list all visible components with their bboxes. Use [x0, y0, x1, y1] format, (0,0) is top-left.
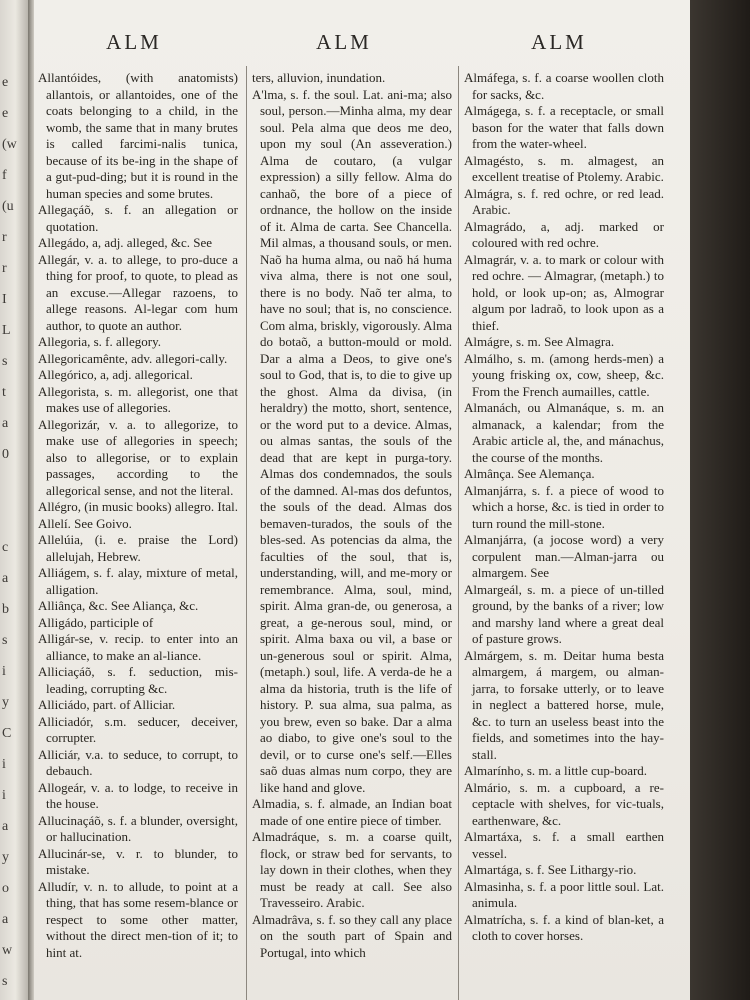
dictionary-entry: Almasinha, s. f. a poor little soul. Lat. animula. — [464, 878, 664, 910]
spine-fragment: b — [2, 602, 9, 617]
running-head-right: ALM — [531, 30, 587, 54]
spine-fragment: i — [2, 788, 6, 803]
dictionary-entry: Almatrícha, s. f. a kind of blan-ket, a cloth to cover horses. — [464, 911, 664, 943]
spine-fragment: w — [2, 943, 13, 958]
spine-fragment: (u — [2, 199, 14, 214]
dictionary-entry: Almartága, s. f. See Lithargy-rio. — [464, 862, 637, 877]
dictionary-entry: Almanjárra, (a jocose word) a very corpulent man.—Alman-jarra ou almargem. See — [464, 532, 664, 580]
spine-fragment: a — [2, 571, 9, 586]
spine-fragment: i — [2, 664, 6, 679]
dictionary-entry: Allegádo, a, adj. alleged, &c. See — [38, 235, 212, 250]
dictionary-entry: Allegoricamênte, adv. allegori-cally. — [38, 350, 228, 366]
dictionary-entry: Almálho, s. m. (among herds-men) a young frisking ox, cow, sheep, &c. From the French aumailles, cattle. — [464, 350, 664, 399]
column-rule-2 — [458, 66, 459, 1000]
spine-fragment: c — [2, 540, 9, 555]
column-center — [252, 70, 452, 961]
dictionary-entry: Allegorizár, v. a. to allegorize, to make use of allegories in speech; also to allegorise, or to explain passages, according to the allegorical sense, and not the literal. — [38, 416, 238, 498]
dictionary-entry: Almário, s. m. a cupboard, a re-ceptacle with shelves, for vic-tuals, earthenware, &c. — [464, 779, 664, 828]
dictionary-page — [34, 0, 690, 1000]
dictionary-entry: Almadia, s. f. almade, an Indian boat made of one entire piece of timber. — [252, 796, 452, 828]
dictionary-entry: Alliânça, &c. See Aliança, &c. — [38, 598, 199, 613]
column-rule-1 — [246, 66, 247, 1000]
dictionary-entry: Almartáxa, s. f. a small earthen vessel. — [464, 829, 664, 861]
dictionary-entry: Almágre, s. m. See Almagra. — [464, 334, 615, 349]
spine-fragment: I — [2, 292, 7, 307]
dictionary-entry: Almagrár, v. a. to mark or colour with red ochre. — Almagrar, (metaph.) to hold, or look up-on; as, Almograr algum por ladraõ, to look upon as a thief. — [464, 251, 664, 333]
dictionary-entry: ters, alluvion, inundation. — [252, 70, 386, 85]
dictionary-entry: Almargeál, s. m. a piece of un-tilled ground, by the banks of a river; low and marshy land where a great deal of pasture grows. — [464, 581, 664, 646]
dictionary-entry: Alliciár, v.a. to seduce, to corrupt, to debauch. — [38, 746, 238, 778]
spine-fragment: a — [2, 819, 9, 834]
dictionary-entry: Almadrâva, s. f. so they call any place on the south part of Spain and Portugal, into which — [252, 911, 452, 960]
spine-fragment: r — [2, 261, 7, 276]
spine-fragment: y — [2, 695, 9, 710]
dictionary-entry: Alligádo, participle of — [38, 614, 154, 630]
dictionary-entry: Almágra, s. f. red ochre, or red lead. Arabic. — [464, 185, 664, 217]
dictionary-entry: Alliciádo, part. of Alliciar. — [38, 697, 176, 712]
column-left — [38, 70, 238, 961]
dictionary-entry: Allelúia, (i. e. praise the Lord) allelujah, Hebrew. — [38, 532, 238, 564]
dictionary-entry: Almanách, ou Almanáque, s. m. an almanack, a kalendar; from the Arabic article al, the, and mánachus, the course of the months. — [464, 400, 664, 465]
spine-fragment: t — [2, 385, 6, 400]
column-right — [464, 70, 664, 945]
spine-fragment: s — [2, 354, 8, 369]
dictionary-entry: Alludír, v. n. to allude, to point at a thing, that has some resem-blance or respect to some other matter, without the direct men-tion of it; to hint at. — [38, 878, 238, 960]
dictionary-entry: Almadráque, s. m. a coarse quilt, flock, or straw bed for servants, to lay down in their clothes, when they must be ready at call. See also Travesseiro. Arabic. — [252, 829, 452, 910]
dictionary-entry: Alliciadór, s.m. seducer, deceiver, corrupter. — [38, 713, 238, 745]
spine-fragment: 0 — [2, 447, 9, 462]
dictionary-entry: Allucinár-se, v. r. to blunder, to mistake. — [38, 845, 238, 877]
dictionary-entry: Allegár, v. a. to allege, to pro-duce a thing for proof, to quote, to plead as an excuse.—Allegar razoens, to allege reasons. Al-legar com hum author, to quote an author. — [38, 251, 238, 333]
running-head-center: ALM — [316, 30, 372, 54]
spine-fragment: f — [2, 168, 7, 183]
dictionary-entry: Almagrádo, a, adj. marked or coloured with red ochre. — [464, 218, 664, 250]
spine-fragment: a — [2, 416, 9, 431]
dictionary-entry: Allelí. See Goivo. — [38, 515, 132, 531]
dictionary-entry: Allegoria, s. f. allegory. — [38, 334, 161, 349]
dictionary-entry: Alligár-se, v. recip. to enter into an alliance, to make an al-liance. — [38, 631, 238, 663]
dictionary-entry: Allegórico, a, adj. allegorical. — [38, 367, 193, 382]
spine-fragment: C — [2, 726, 12, 741]
dictionary-entry: Almárgem, s. m. Deitar huma besta almargem, á margem, ou alman-jarra, to forsake utterly, or to leave in neglect a battered horse, mule, &c. to turn an useless beast into the fields, and sometimes into the hay-stall. — [464, 647, 664, 762]
dictionary-entry: Allucinaçáõ, s. f. a blunder, oversight, or hallucination. — [38, 812, 238, 844]
spine-fragment: L — [2, 323, 11, 338]
dictionary-entry: Allantóides, (with anatomists) allantois, or allantoides, one of the coats belonging to a child, in the womb, the same that in many brutes is called farcimi-nalis tunica, because of its be-ing in the shape of a gut-pud-ding; but it is round in the human species and some brutes. — [38, 70, 238, 201]
dictionary-entry: Allogeár, v. a. to lodge, to receive in the house. — [38, 779, 238, 811]
spine-fragment: e — [2, 75, 9, 90]
running-head-left: ALM — [106, 30, 162, 54]
previous-page-edge — [0, 0, 28, 1000]
dictionary-entry: Almágega, s. f. a receptacle, or small bason for the water that falls down from the water-wheel. — [464, 103, 664, 151]
spine-fragment: (w — [2, 137, 17, 152]
dictionary-entry: Almanjárra, s. f. a piece of wood to which a horse, &c. is tied in order to turn round the mill-stone. — [464, 482, 664, 531]
spine-fragment: r — [2, 230, 7, 245]
spine-fragment: s — [2, 974, 8, 989]
spine-fragment: y — [2, 850, 9, 865]
dictionary-entry: Allegorista, s. m. allegorist, one that makes use of allegories. — [38, 383, 238, 415]
spine-fragment: a — [2, 912, 9, 927]
spine-fragment: s — [2, 633, 8, 648]
spine-fragment: e — [2, 106, 9, 121]
dictionary-entry: Allegaçáõ, s. f. an allegation or quotation. — [38, 202, 238, 234]
dictionary-entry: Almânça. See Alemança. — [464, 466, 595, 481]
dictionary-entry: Almáfega, s. f. a coarse woollen cloth for sacks, &c. — [464, 70, 664, 102]
dictionary-entry: Alliágem, s. f. alay, mixture of metal, alligation. — [38, 565, 238, 597]
dictionary-entry: A'lma, s. f. the soul. Lat. ani-ma; also soul, person.—Minha alma, my dear soul. Pela alma que deos me deo, upon my soul (An asseveration.) Alma de coutaro, (a vulgar expression) a silly fellow. Alma do canhaõ, the bore of a piece of ordnance, the hollow on the inside of it. Alma de carta. See Chancella. Mil almas, a thousand souls, or men. Naõ ha huma alma, ou naõ há huma viva alma, there is not one soul, there is no body. Naõ ter alma, to have no soul; that is, no conscience. Com alma, briskly, vigorously. Alma do botaõ, a button-mould or mold. Dar a alma a Deos, to give one's soul to God, that is, to die to give up the ghost. Alma da divisa, (in heraldry) the motto, short, sentence, or the word put to a device. Almas, ou almas santas, the souls of the dead that are kept in purga-tory. Almas dos condemnados, the souls of the damned. Al-mas dos defuntos, the souls of the dead. Almas dos bemaven-turados, the souls of the bles-sed. As potencias da alma, the faculties of the soul, that is, understanding, will, and me-mory or remembrance. Alma, soul, mind, spirit. Alma gran-de, ou generosa, a great, a ge-nerous soul, mind, or spirit. Alma baxa ou vil, a base or un-generous soul or spirit. Alma, (metaph.) soul, life. A verda-de he a alma da historia, truth is the life of history. P. sua alma, sua palma, as you brew, even so bake. Dar a alma ao diabo, to give one's soul to the devil, or to curse one's self.—Elles saõ duas almas num corpo, they are like hand and glove. — [252, 86, 452, 795]
dictionary-entry: Allégro, (in music books) allegro. Ital. — [38, 499, 239, 514]
dictionary-entry: Alliciaçáõ, s. f. seduction, mis-leading, corrupting &c. — [38, 664, 238, 696]
dictionary-entry: Almagésto, s. m. almagest, an excellent treatise of Ptolemy. Arabic. — [464, 152, 664, 184]
dictionary-entry: Almarínho, s. m. a little cup-board. — [464, 763, 648, 778]
background-shadow — [690, 0, 750, 1000]
spine-fragment: o — [2, 881, 9, 896]
spine-fragment: i — [2, 757, 6, 772]
